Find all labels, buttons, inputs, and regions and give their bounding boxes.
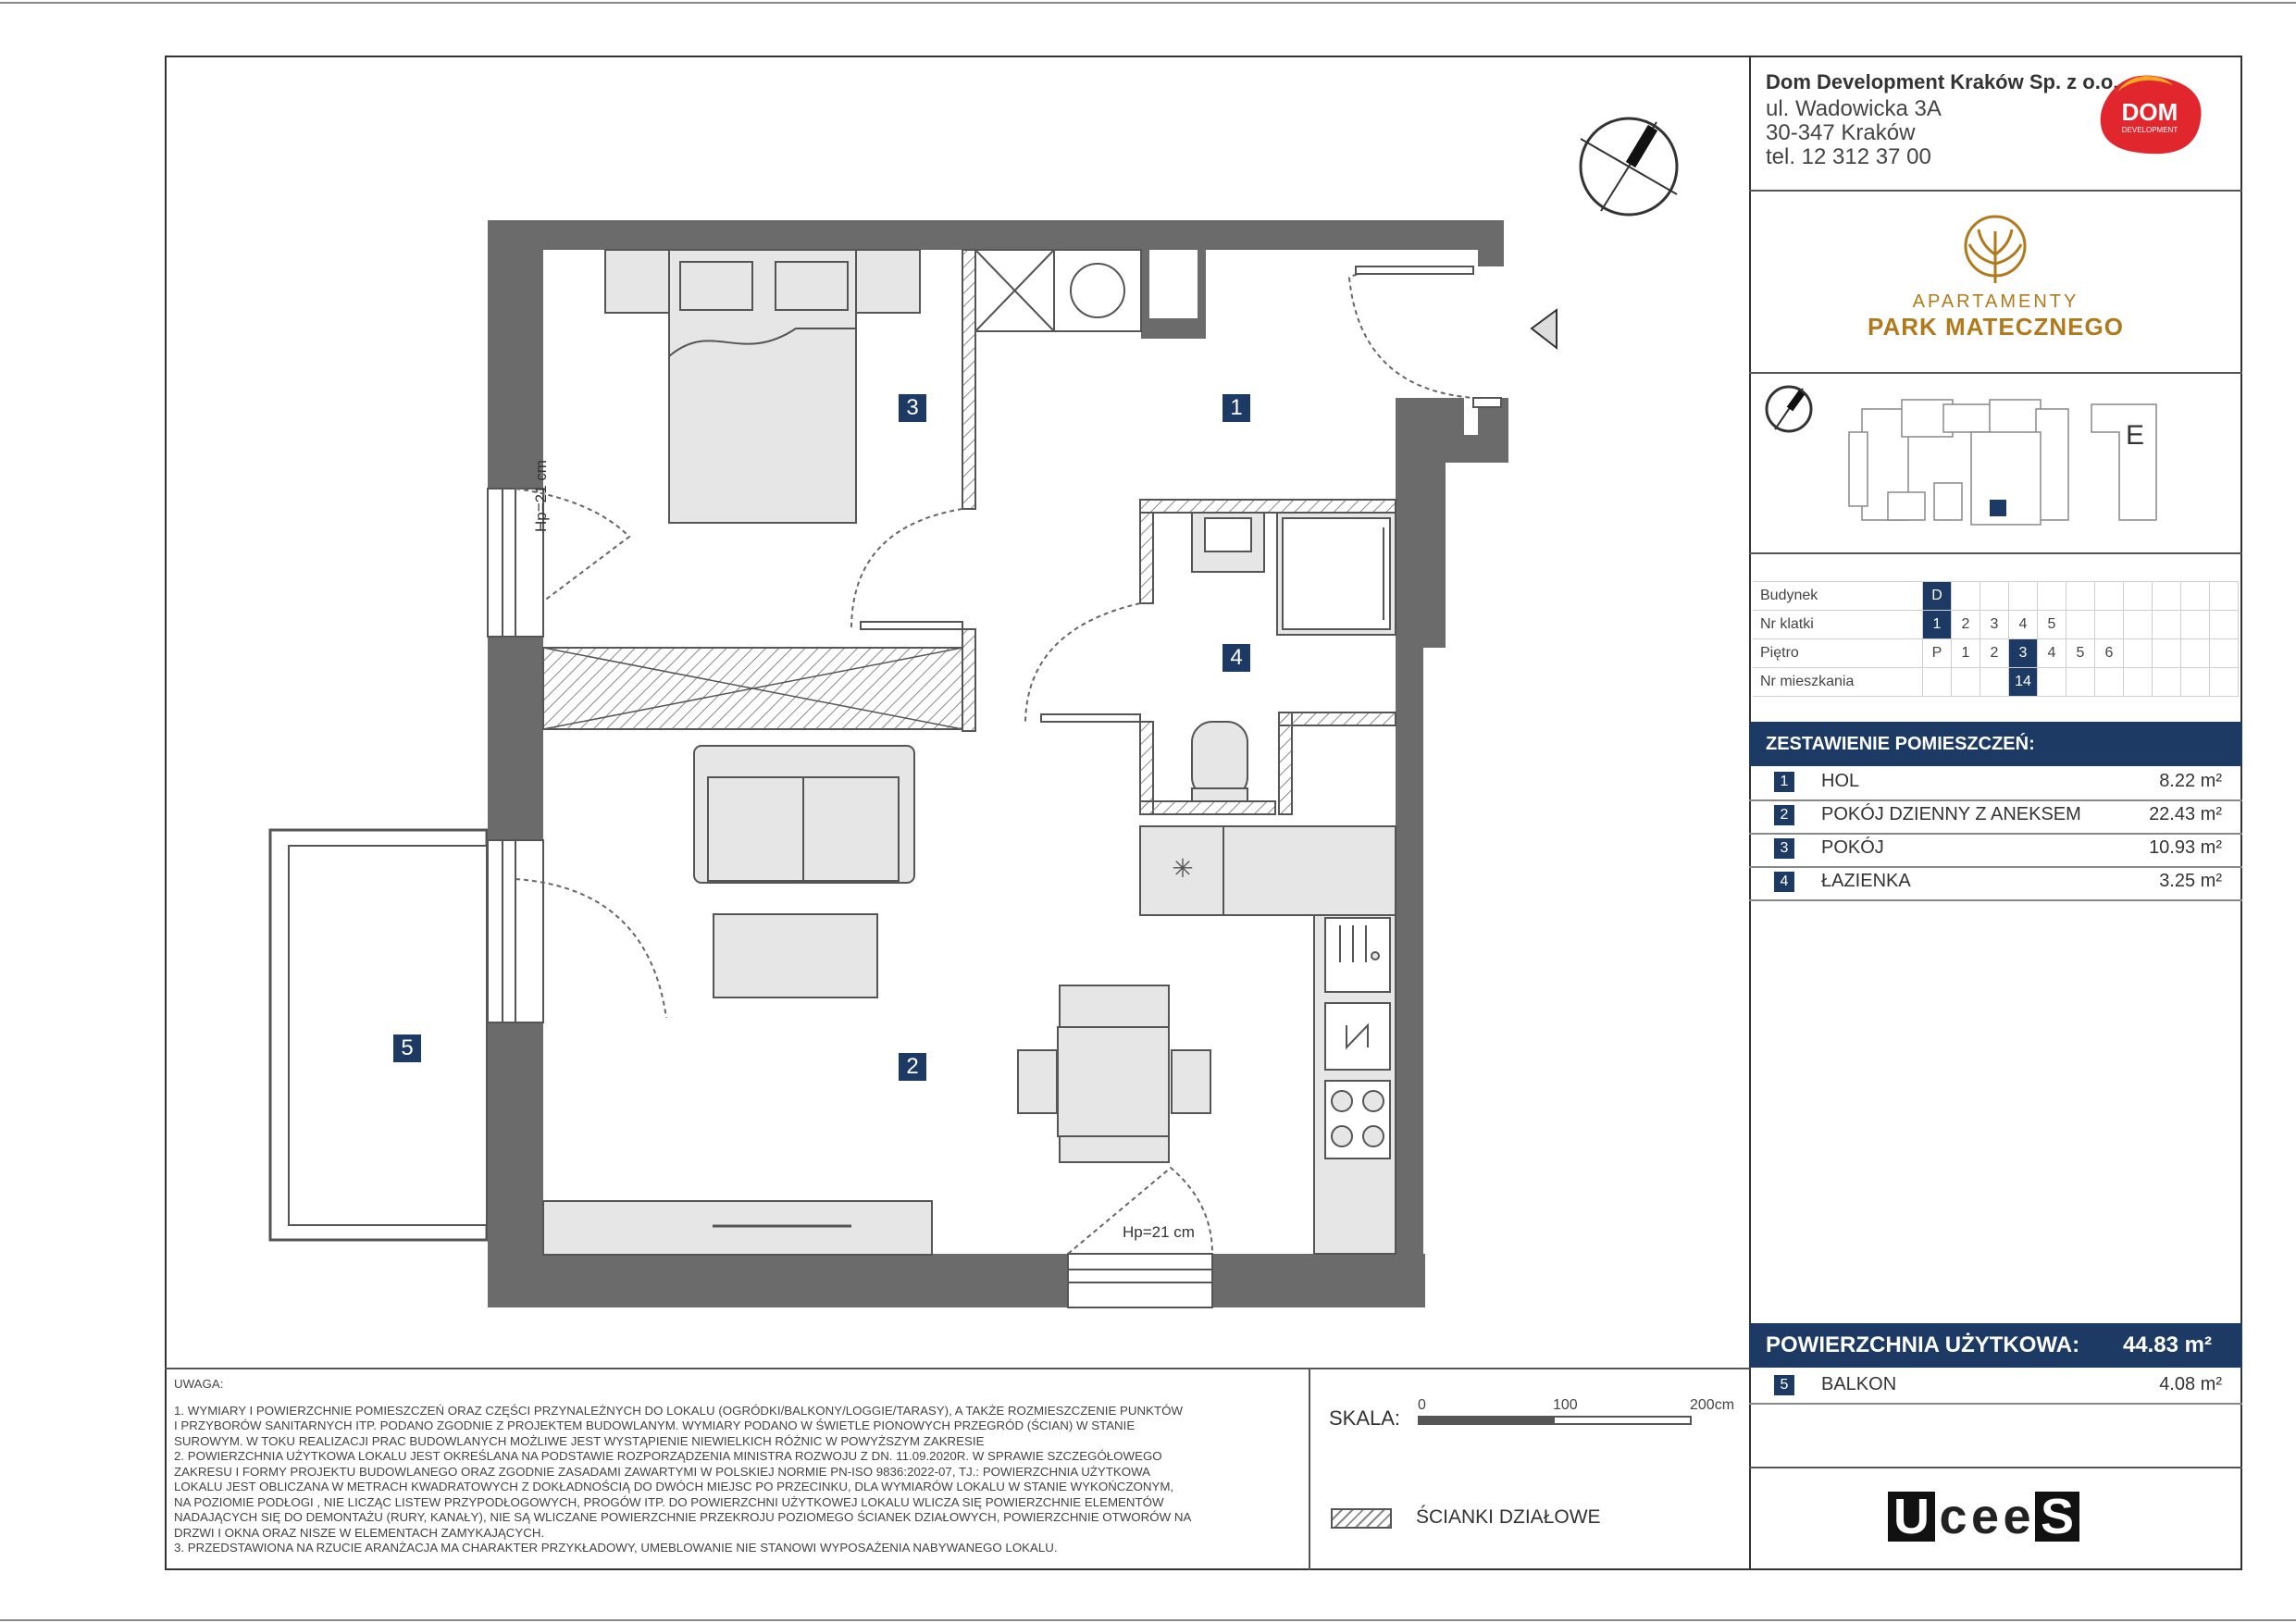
plan-label-balcony: 5 — [393, 1035, 421, 1062]
room-row — [1749, 766, 2242, 801]
notes-line: SUROWYM. W TOKU REALIZACJI PRAC BUDOWLANYCH MOŻLIWE JEST WYSTĄPIENIE NIEWIELKICH RÓŻNIC W POWYŻSZYM ZAKRESIE — [174, 1433, 985, 1448]
grid-cell — [1923, 668, 1952, 697]
plan-label-hol: 1 — [1222, 394, 1250, 422]
divider — [1749, 372, 2242, 374]
svg-text:✳: ✳ — [1172, 854, 1194, 883]
bottom-border — [0, 1619, 2296, 1621]
usable-area-label: POWIERZCHNIA UŻYTKOWA: — [1766, 1332, 2080, 1357]
brand-main: PARK MATECZNEGO — [1868, 313, 2124, 341]
room-area: 10.93 m² — [2149, 837, 2222, 858]
balcony — [270, 830, 487, 1240]
plan-label-living: 2 — [899, 1053, 926, 1081]
grid-cell — [2124, 668, 2153, 697]
notes-line: LOKALU JEST OBLICZANA W METRACH KWADRATOWYCH Z DOKŁADNOŚCIĄ DO DWÓCH MIEJSC PO PRZECINKU, DLA WYMIARÓW LOKALU W STANIE WYKOŃCZONYM, — [174, 1480, 1174, 1493]
grid-cell: 14 — [2009, 668, 2038, 697]
tree-logo-icon — [1958, 213, 2032, 287]
plan-label-bath: 4 — [1222, 644, 1250, 672]
dom-logo: DOM DEVELOPMENT — [2090, 68, 2210, 161]
grid-cell — [1980, 582, 2009, 611]
room-number-badge: 5 — [1774, 1375, 1794, 1395]
plan-label-room: 3 — [899, 394, 926, 422]
room-area: 3.25 m² — [2159, 871, 2222, 891]
sofa — [694, 746, 914, 883]
room-number-badge: 2 — [1774, 805, 1794, 825]
grid-label: Budynek — [1753, 582, 1923, 611]
grid-cell — [2095, 611, 2124, 639]
company-street: ul. Wadowicka 3A — [1766, 96, 1942, 121]
grid-cell: D — [1923, 582, 1952, 611]
grid-cell — [2124, 582, 2153, 611]
dining-set — [1018, 985, 1210, 1162]
window-height-label-2: Hp=21 cm — [1123, 1223, 1195, 1241]
grid-cell: 4 — [2009, 611, 2038, 639]
grid-cell — [2210, 639, 2239, 668]
usable-area-bar — [1749, 1323, 2242, 1368]
notes-line: 1. WYMIARY I POWIERZCHNIE POMIESZCZEŃ ORAZ CZĘŚCI PRZYNALEŻNYCH DO LOKALU (OGRÓDKI/BALKONY/LOGGIE/TARASY), A TAKŻE ROZMIESZCZENIE PUNKTÓW — [174, 1403, 1184, 1418]
legend-label: ŚCIANKI DZIAŁOWE — [1416, 1506, 1601, 1528]
room-name: HOL — [1821, 771, 1860, 791]
grid-cell: 1 — [1952, 639, 1980, 668]
grid-cell — [2153, 582, 2181, 611]
notes-line: ZAKRESU I FORMY PROJEKTU BUDOWLANEGO ORAZ ZGODNIE ZASADAMI ZAWARTYMI W POLSKIEJ NORMIE PN-ISO 9836:2022-07, TJ.: POWIERZCHNIA UŻYTKOWA — [174, 1464, 1151, 1479]
company-phone: tel. 12 312 37 00 — [1766, 144, 1931, 169]
grid-cell — [2066, 668, 2095, 697]
grid-cell — [2181, 639, 2210, 668]
balcony-row — [1749, 1369, 2242, 1405]
grid-cell — [2210, 668, 2239, 697]
grid-cell — [2153, 639, 2181, 668]
grid-cell — [2210, 611, 2239, 639]
grid-cell — [2153, 668, 2181, 697]
grid-cell — [2038, 668, 2066, 697]
room-area: 8.22 m² — [2159, 771, 2222, 791]
notes-block — [174, 1377, 1294, 1556]
room-number-badge: 4 — [1774, 872, 1794, 892]
grid-cell — [2066, 582, 2095, 611]
room-row — [1749, 799, 2242, 835]
notes-line: DRZWI I OKNA ORAZ NISZE W ELEMENTACH ZAMYKAJĄCYCH. — [174, 1525, 545, 1540]
room-area: 22.43 m² — [2149, 804, 2222, 824]
floor-plan — [165, 56, 1749, 1369]
coffee-table — [714, 914, 877, 997]
usable-area-value: 44.83 m² — [2122, 1332, 2212, 1357]
room-name: POKÓJ DZIENNY Z ANEKSEM — [1821, 804, 2081, 824]
north-arrow-icon — [1581, 118, 1677, 215]
grid-cell: 6 — [2095, 639, 2124, 668]
grid-cell — [2009, 582, 2038, 611]
scale-tick-200: 200cm — [1690, 1397, 1735, 1413]
scale-tick-100: 100 — [1553, 1397, 1578, 1413]
hall-appliances — [975, 250, 1141, 331]
scale-tick-0: 0 — [1418, 1397, 1426, 1413]
divider — [1749, 552, 2242, 554]
grid-cell — [2181, 611, 2210, 639]
grid-cell — [1980, 668, 2009, 697]
grid-row-pietro — [1753, 639, 2239, 668]
grid-cell — [2210, 582, 2239, 611]
grid-cell: 3 — [1980, 611, 2009, 639]
grid-cell — [2095, 668, 2124, 697]
grid-label: Piętro — [1753, 639, 1923, 668]
uceeS-logo: U c e e S — [1888, 1492, 2079, 1542]
room-name: POKÓJ — [1821, 837, 1884, 858]
location-grid — [1753, 581, 2239, 697]
grid-cell — [2124, 639, 2153, 668]
grid-row-budynek — [1753, 582, 2239, 611]
kitchen — [1140, 826, 1396, 1254]
notes-line: NADAJĄCYCH SIĘ DO DEMONTAŻU (RURY, KANAŁY), NIE SĄ WLICZANE POWIERZCHNIE PRZEKROJU POZIOMEGO ŚCIANEK DZIAŁOWYCH, POWIERZCHNIE OTWORÓW NA — [174, 1510, 1192, 1524]
window-height-label-1: Hp=21 cm — [532, 460, 550, 532]
grid-row-klatka — [1753, 611, 2239, 639]
grid-cell: 1 — [1923, 611, 1952, 639]
tv-unit — [543, 1201, 932, 1255]
grid-cell: 4 — [2038, 639, 2066, 668]
grid-cell: 5 — [2066, 639, 2095, 668]
grid-cell: P — [1923, 639, 1952, 668]
brand-top: APARTAMENTY — [1912, 291, 2079, 312]
room-row — [1749, 833, 2242, 868]
room-area: 4.08 m² — [2159, 1374, 2222, 1394]
key-plan — [1758, 381, 2240, 543]
scale-label: SKALA: — [1329, 1406, 1401, 1430]
grid-cell — [2038, 582, 2066, 611]
scale-bar — [1418, 1416, 1692, 1425]
grid-cell — [2153, 611, 2181, 639]
grid-cell — [2066, 611, 2095, 639]
room-row — [1749, 866, 2242, 901]
notes-line: 3. PRZEDSTAWIONA NA RZUCIE ARANŻACJA MA CHARAKTER PRZYKŁADOWY, UMEBLOWANIE NIE STANOWI WYPOSAŻENIA NABYWANEGO LOKALU. — [174, 1541, 1058, 1555]
room-number-badge: 1 — [1774, 772, 1794, 792]
key-plan-building-letter: E — [2126, 420, 2145, 451]
grid-cell — [1952, 668, 1980, 697]
grid-cell: 3 — [2009, 639, 2038, 668]
notes-line: 2. POWIERZCHNIA UŻYTKOWA LOKALU JEST OKREŚLANA NA PODSTAWIE ROZPORZĄDZENIA MINISTRA ROZWOJU Z DN. 11.09.2020R. W SPRAWIE SZCZEGÓŁOWEGO — [174, 1449, 1162, 1463]
divider — [1309, 1368, 1310, 1570]
grid-row-mieszkanie — [1753, 668, 2239, 697]
grid-cell: 5 — [2038, 611, 2066, 639]
divider — [165, 1368, 1750, 1369]
divider — [1749, 190, 2242, 192]
grid-cell — [1952, 582, 1980, 611]
grid-label: Nr klatki — [1753, 611, 1923, 639]
divider — [1749, 1467, 2242, 1468]
notes-line: NA POZIOMIE PODŁOGI , NIE LICZĄC LISTEW PRZYPODŁOGOWYCH, PROGÓW ITP. DO POWIERZCHNI UŻYTKOWEJ LOKALU WLICZA SIĘ POWIERZCHNIE ELEMENTÓW — [174, 1494, 1164, 1509]
grid-cell: 2 — [1980, 639, 2009, 668]
grid-cell — [2181, 582, 2210, 611]
grid-cell: 2 — [1952, 611, 1980, 639]
grid-cell — [2124, 611, 2153, 639]
top-border — [0, 2, 2296, 4]
bedroom-furniture — [605, 250, 920, 523]
room-name: ŁAZIENKA — [1821, 871, 1911, 891]
grid-label: Nr mieszkania — [1753, 668, 1923, 697]
company-name: Dom Development Kraków Sp. z o.o. — [1766, 70, 2119, 93]
notes-line: I PRZYBORÓW SANITARNYCH ITP. PODANO ZGODNIE Z PROJEKTEM BUDOWLANYM. WYMIARY PODANO W ŚWIETLE PIONOWYCH PRZEGRÓD (ŚCIAN) W STANIE — [174, 1419, 1136, 1432]
room-name: BALKON — [1821, 1374, 1897, 1394]
company-city: 30-347 Kraków — [1766, 120, 1916, 145]
grid-cell — [2095, 582, 2124, 611]
grid-cell — [2181, 668, 2210, 697]
entrance-arrow-icon — [1532, 310, 1557, 348]
notes-title: UWAGA: — [174, 1377, 224, 1391]
room-number-badge: 3 — [1774, 838, 1794, 859]
windows — [488, 489, 1212, 1307]
rooms-heading: ZESTAWIENIE POMIESZCZEŃ: — [1749, 722, 2242, 766]
partition-hatch-swatch — [1331, 1508, 1392, 1529]
